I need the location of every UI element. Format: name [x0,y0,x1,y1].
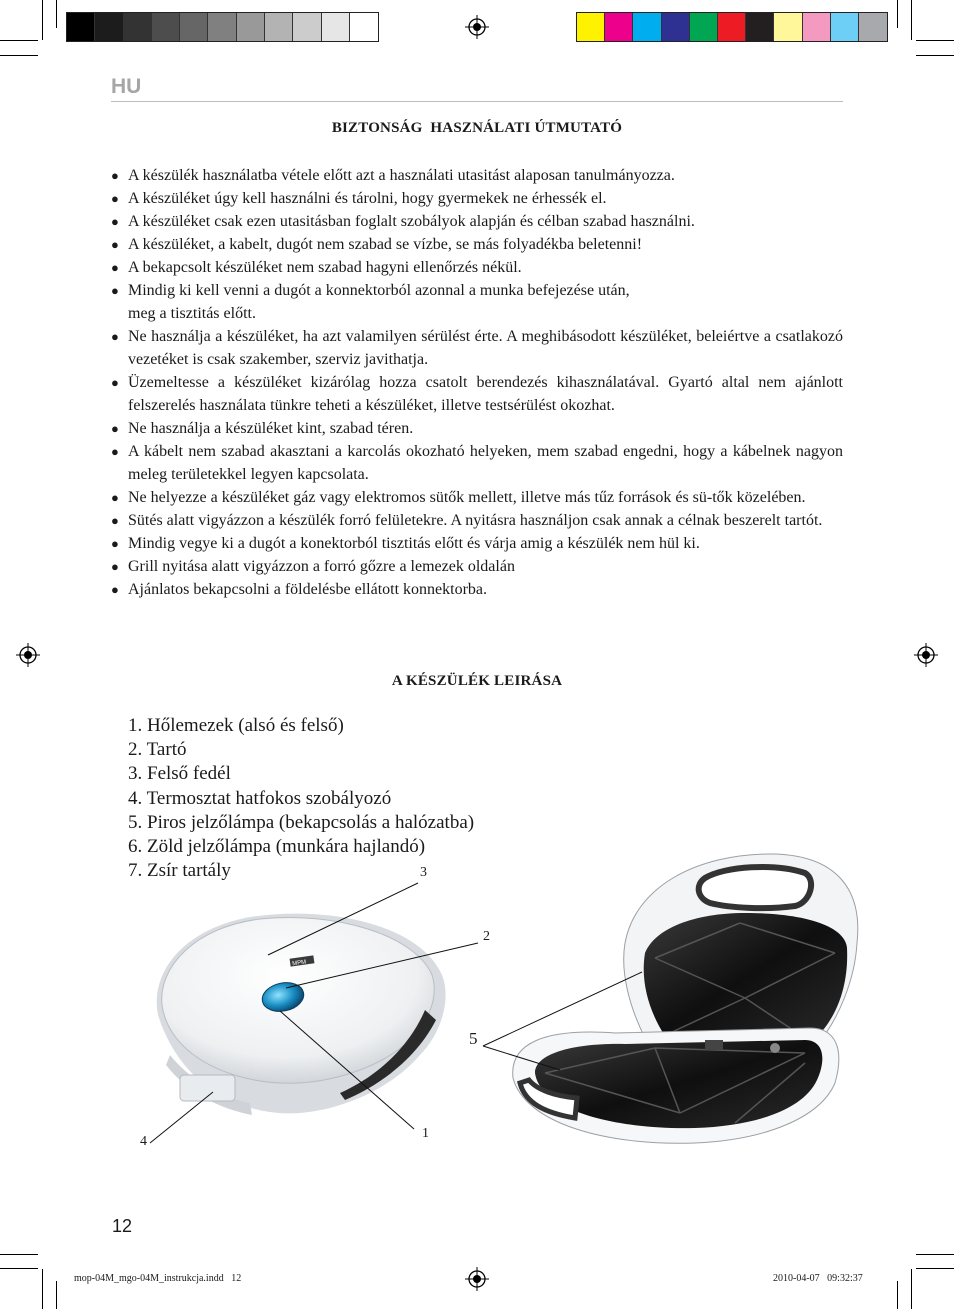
part-item: 7. Zsír tartály [128,860,231,882]
part-item: 2. Tartó [128,739,187,761]
footer-timestamp: 2010-04-07 09:32:37 [773,1273,863,1284]
brand-logo: MPM [291,959,307,968]
callout-1: 1 [422,1126,429,1141]
safety-rule: ● Mindig ki kell venni a dugót a konnektorból azonnal a munka befejezése után, meg a tisztitás előtt. [111,279,843,325]
callout-4: 4 [140,1134,147,1149]
safety-rule: ● A készüléket, a kabelt, dugót nem szabad se vízbe, se más folyadékba beletenni! [111,233,843,256]
callout-2: 2 [483,929,490,944]
safety-rule: ● Ajánlatos bekapcsolni a földelésbe ellátott konnektorba. [111,578,843,601]
page-number: 12 [112,1216,133,1236]
callout-3: 3 [420,865,427,880]
part-item: 5. Piros jelzőlámpa (bekapcsolás a halózatba) [128,811,475,833]
safety-rule: ● A készüléket csak ezen utasitásban foglalt szobályok alapján és célban szabad használni. [111,210,843,233]
footer-file-name: mop-04M_mgo-04M_instrukcja.indd 12 [74,1273,242,1284]
part-item: 4. Termosztat hatfokos szobályozó [128,787,392,809]
part-item: 1. Hőlemezek (alsó és felső) [128,715,344,736]
safety-rule: ● Grill nyitása alatt vigyázzon a forró gőzre a lemezek oldalán [111,555,843,578]
callout-5: 5 [469,1029,478,1048]
safety-rule: ● A készüléket úgy kell használni és tárolni, hogy gyermekek ne érhessék el. [111,187,843,210]
part-item: 3. Felső fedél [128,763,231,785]
safety-rule: ● Mindig vegye ki a dugót a konektorból tisztitás előtt és várja amig a készülék nem hül ki. [111,532,843,555]
safety-title: BIZTONSÁG HASZNÁLATI ÚTMUTATÓ [331,120,623,136]
safety-rule: ● A bekapcsolt készüléket nem szabad hagyni ellenőrzés nékül. [111,256,843,279]
safety-rule: ● A készülék használatba vétele előtt azt a használati utasitást alaposan tanulmányozza. [111,164,843,187]
safety-rule: ● Üzemeltesse a készüléket kizárólag hozza csatolt berendezés kihasználatával. Gyartó altal nem ajánlott felszerelés használata tünkre teheti a készüléket, illetve testsérülést okozhat. [111,371,843,417]
safety-rule: ● A kábelt nem szabad akasztani a karcolás okozható helyeken, mem szabad engedni, hogy a kábelnek nagyon meleg területekkel legyen kapcsolata. [111,440,843,486]
language-code: HU [111,75,142,98]
safety-rule: ● Sütés alatt vigyázzon a készülék forró felületekre. A nyitásra használjon csak annak a célnak beszerelt tartót. [111,509,843,532]
description-title: A KÉSZÜLÉK LEIRÁSA [391,673,563,689]
safety-rule: ● Ne helyezze a készüléket gáz vagy elektromos sütők mellett, illetve más tűz források és sü-tők közelében. [111,486,843,509]
safety-rule: ● Ne használja a készüléket, ha azt valamilyen sérülést érte. A meghibásodott készüléket, beleiértve a csatlakozó vezetéket is csak szakember, szerviz javithatja. [111,325,843,371]
part-item: 6. Zöld jelzőlámpa (munkára hajlandó) [128,836,426,858]
safety-rule: ● Ne használja a készüléket kint, szabad téren. [111,417,843,440]
